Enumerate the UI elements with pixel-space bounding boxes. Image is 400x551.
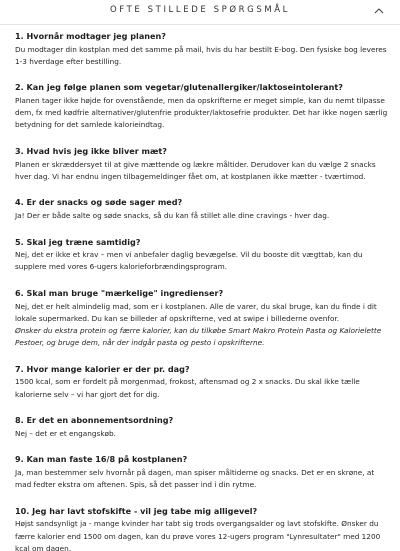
faq-question: 7. Hvor mange kalorier er der pr. dag? xyxy=(15,363,190,374)
faq-question: 5. Skal jeg træne samtidig? xyxy=(15,236,141,247)
faq-item-1 xyxy=(15,30,390,68)
faq-question: 2. Kan jeg følge planen som vegetar/glutenallergiker/laktoseintolerant? xyxy=(15,82,343,93)
faq-answer: Planen er skræddersyet til at give mættende og lækre måltider. Derudover kan du vælge 2 snacks hver dag. Vi har endnu ingen tilbagemeldinger fået om, at kostplanen ikke mætter - tværtimod. xyxy=(15,159,376,181)
faq-question: 3. Hvad hvis jeg ikke bliver mæt? xyxy=(15,146,167,157)
faq-item-4 xyxy=(15,196,390,222)
faq-question: 6. Skal man bruge "mærkelige" ingredienser? xyxy=(15,288,224,299)
faq-question: 4. Er der snacks og søde sager med? xyxy=(15,197,183,208)
faq-answer: Nej, det er ikke et krav – men vi anbefaler daglig bevægelse. Vil du booste dit vægttab, kan du supplere med vores 6-ugers kalorieforbrændingsprogram. xyxy=(15,250,363,272)
faq-answer: 1500 kcal, som er fordelt på morgenmad, frokost, aftensmad og 2 x snacks. Du skal ikke tælle kalorierne selv – vi har gjort det for dig. xyxy=(15,377,360,399)
faq-title: OFTE STILLEDE SPØRGSMÅL xyxy=(109,5,291,15)
faq-item-7 xyxy=(15,363,390,401)
faq-answer: Du modtager din kostplan med det samme på mail, hvis du har bestilt E-bog. Den fysiske bog leveres 1-3 hverdage efter bestilling. xyxy=(15,44,387,66)
faq-question: 1. Hvornår modtager jeg planen? xyxy=(15,31,166,41)
faq-answer: Ja! Der er både salte og søde snacks, så du kan få stillet alle dine cravings - hver dag. xyxy=(15,210,330,220)
faq-answer-note: Ønsker du ekstra protein og færre kalorier, kan du tilkøbe Smart Makro Protein Pasta og Kalorielette Pestoer, og bruge dem, når der indgår pasta og pesto i opskrifterne. xyxy=(15,325,382,348)
faq-item-2 xyxy=(15,81,390,131)
faq-item-8 xyxy=(15,414,390,440)
chevron-up-icon[interactable] xyxy=(372,4,386,18)
faq-item-3 xyxy=(15,145,390,183)
faq-item-9 xyxy=(15,453,390,491)
faq-answer: Højst sandsynligt ja - mange kvinder har tabt sig trods overgangsalder og lavt stofskifte. Ønsker du færre kalorier end 1500 om dagen, kan du prøve vores 12-ugers program "Lynresultater" med 1200 kcal om dagen. xyxy=(15,519,381,551)
faq-item-5 xyxy=(15,236,390,274)
faq-answer: Nej – det er et engangskøb. xyxy=(15,428,116,438)
faq-question: 10. Jeg har lavt stofskifte - vil jeg tabe mig alligevel? xyxy=(15,505,258,516)
faq-item-10 xyxy=(15,505,390,551)
faq-answer: Ja, man bestemmer selv hvornår på dagen, man spiser måltiderne og snacks. Det er en skrøne, at mad fedter ekstra om aftenen. Spis, så det passer ind i din rytme. xyxy=(15,467,375,490)
faq-answer: Nej, det er helt almindelig mad, som er i kostplanen. Alle de varer, du skal bruge, kan du finde i dit lokale supermarked. Du kan se billeder af opskrifterne, ved at swipe i billederne ovenfor. xyxy=(15,301,377,323)
faq-item-6 xyxy=(15,287,390,349)
faq-list xyxy=(0,25,400,551)
faq-question: 9. Kan man faste 16/8 på kostplanen? xyxy=(15,454,188,465)
faq-header[interactable] xyxy=(0,0,400,25)
faq-answer: Planen tager ikke højde for ovenstående, men da opskrifterne er meget simple, kan du nemt tilpasse dem, fx med kødfrie alternativer/glutenfrie produkter/laktosefrie produkter. Det har ikke nogen særlig betydning for det samlede kalorieindtag. xyxy=(15,95,388,130)
faq-question: 8. Er det en abonnementsordning? xyxy=(15,415,174,426)
